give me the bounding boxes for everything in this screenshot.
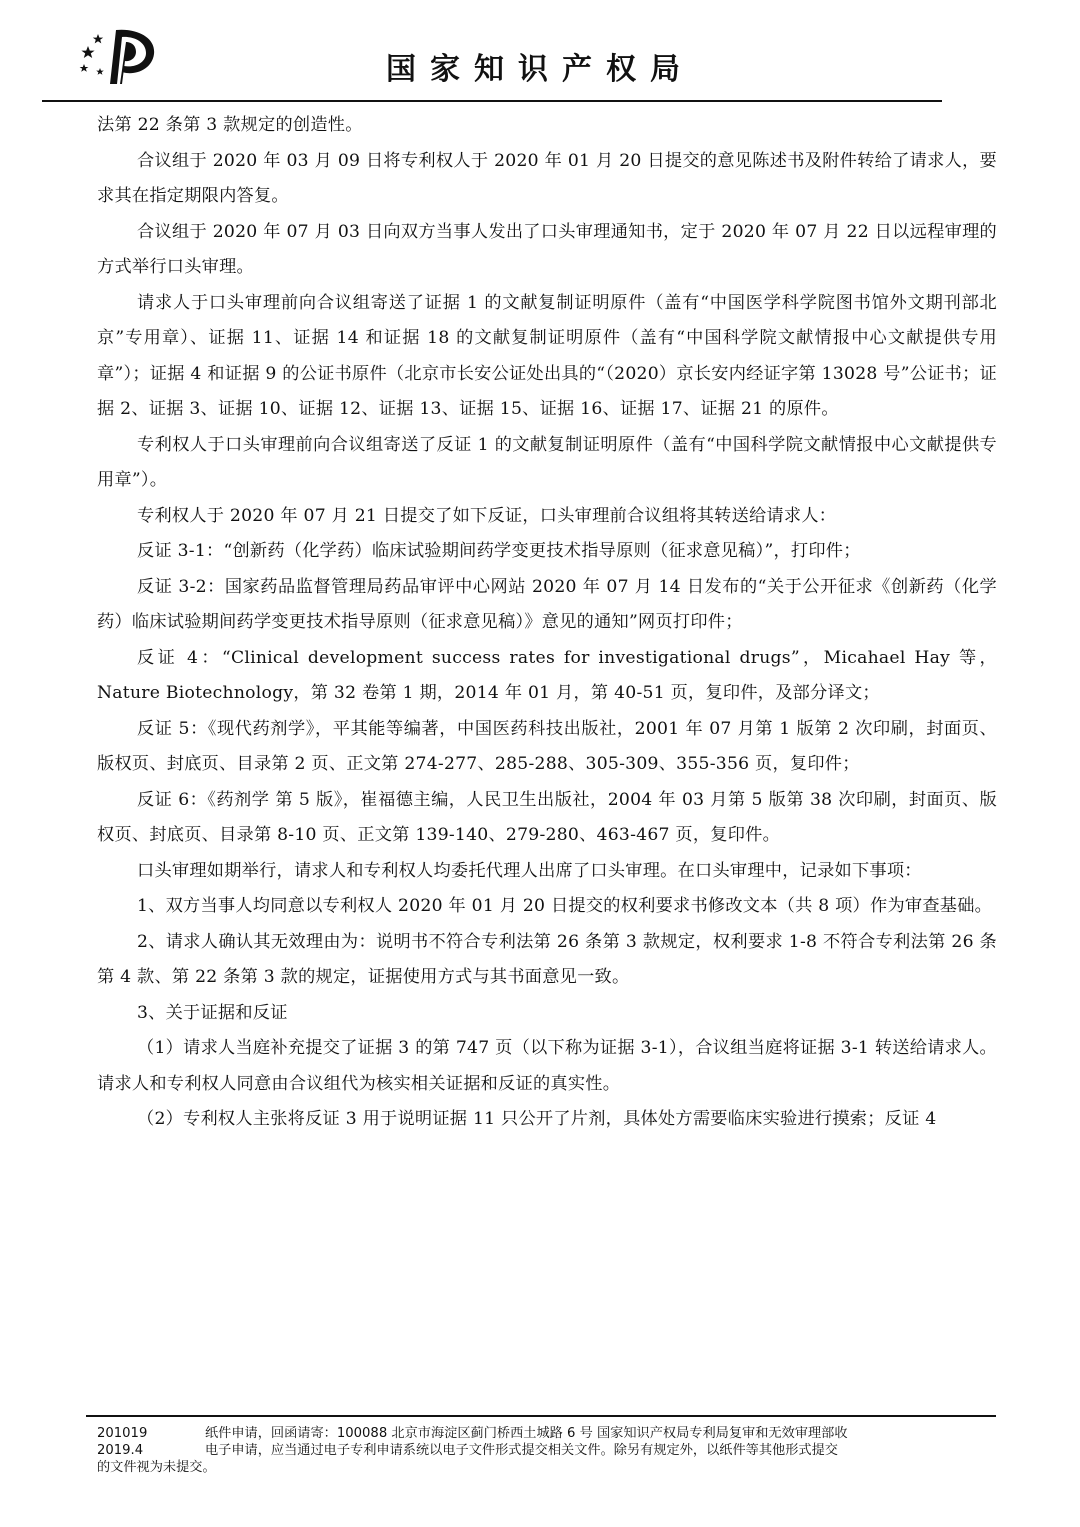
paragraph: 法第 22 条第 3 款规定的创造性。 <box>97 115 363 135</box>
footer-line <box>97 1442 1002 1459</box>
header-divider <box>42 100 942 102</box>
footer-divider <box>86 1415 996 1417</box>
form-code: 201019 <box>97 1426 148 1441</box>
paragraph: 1、双方当事人均同意以专利权人 2020 年 01 月 20 日提交的权利要求书修改文本（共 8 项）作为审查基础。 <box>137 896 993 916</box>
paragraph: 反证 3-2：国家药品监督管理局药品审评中心网站 2020 年 07 月 14 日发布的“关于公开征求《创新药（化学药）临床试验期间药学变更技术指导原则（征求意见稿）》意见的通知”网页打印件； <box>97 576 997 632</box>
paragraph: （2）专利权人主张将反证 3 用于说明证据 11 只公开了片剂，具体处方需要临床实验进行摸索；反证 4 <box>137 1109 937 1129</box>
paragraph: 请求人于口头审理前向合议组寄送了证据 1 的文献复制证明原件（盖有“中国医学科学院图书馆外文期刊部北京”专用章）、证据 11、证据 14 和证据 18 的文献复制证明原件（盖有“中国科学院文献情报中心文献提供专用章”）；证据 4 和证据 9 的公证书原件（北京市长安公证处出具的“（2020）京长安内经证字第 13028 号”公证书；证据 2、证据 3、证据 10、证据 12、证据 13、证据 15、证据 16、证据 17、证据 21 的原件。 <box>97 292 997 419</box>
paragraph: 合议组于 2020 年 03 月 09 日将专利权人于 2020 年 01 月 20 日提交的意见陈述书及附件转给了请求人，要求其在指定期限内答复。 <box>97 150 997 206</box>
cnipa-logo-icon <box>74 26 164 88</box>
paragraph: 专利权人于 2020 年 07 月 21 日提交了如下反证，口头审理前合议组将其转送给请求人： <box>137 505 837 526</box>
form-version: 2019.4 <box>97 1443 144 1458</box>
paragraph: 反证 4：“Clinical development success rates for investigational drugs”，Micahael Hay 等，Nature Biotechnology，第 32 卷第 1 期，2014 年 01 月，第 40-51 页，复印件，及部分译文； <box>97 647 997 703</box>
paragraph: 合议组于 2020 年 07 月 03 日向双方当事人发出了口头审理通知书，定于 2020 年 07 月 22 日以远程审理的方式举行口头审理。 <box>97 221 997 277</box>
electronic-filing-instructions: 电子申请，应当通过电子专利申请系统以电子文件形式提交相关文件。除另有规定外，以纸件等其他形式提交 <box>205 1443 838 1458</box>
footer-line <box>97 1425 1002 1442</box>
page-footer <box>97 1425 1002 1476</box>
mailing-instructions: 纸件申请，回函请寄：100088 北京市海淀区蓟门桥西土城路 6 号 国家知识产权局专利局复审和无效审理部收 <box>205 1426 848 1441</box>
electronic-filing-instructions-cont: 的文件视为未提交。 <box>97 1460 216 1475</box>
paragraph: （1）请求人当庭补充提交了证据 3 的第 747 页（以下称为证据 3-1），合议组当庭将证据 3-1 转送给请求人。请求人和专利权人同意由合议组代为核实相关证据和反证的真实性。 <box>97 1038 997 1094</box>
org-name: 国家知识产权局 <box>386 52 694 87</box>
paragraph: 反证 6：《药剂学 第 5 版》，崔福德主编，人民卫生出版社，2004 年 03 月第 5 版第 38 次印刷，封面页、版权页、封底页、目录第 8-10 页、正文第 139-140、279-280、463-467 页，复印件。 <box>97 789 997 845</box>
paragraph: 专利权人于口头审理前向合议组寄送了反证 1 的文献复制证明原件（盖有“中国科学院文献情报中心文献提供专用章”）。 <box>97 434 997 490</box>
document-body <box>97 108 997 1138</box>
paragraph: 反证 5：《现代药剂学》，平其能等编著，中国医药科技出版社，2001 年 07 月第 1 版第 2 次印刷，封面页、版权页、封底页、目录第 2 页、正文第 274-277、285-288、305-309、355-356 页，复印件； <box>97 718 997 774</box>
footer-line <box>97 1459 1002 1476</box>
page-header <box>0 0 1080 105</box>
paragraph: 口头审理如期举行，请求人和专利权人均委托代理人出席了口头审理。在口头审理中，记录如下事项： <box>137 860 922 881</box>
paragraph: 3、关于证据和反证 <box>137 1002 288 1023</box>
paragraph: 2、请求人确认其无效理由为：说明书不符合专利法第 26 条第 3 款规定，权利要求 1-8 不符合专利法第 26 条第 4 款、第 22 条第 3 款的规定，证据使用方式与其书面意见一致。 <box>97 931 997 987</box>
paragraph: 反证 3-1：“创新药（化学药）临床试验期间药学变更技术指导原则（征求意见稿）”，打印件； <box>137 541 861 561</box>
